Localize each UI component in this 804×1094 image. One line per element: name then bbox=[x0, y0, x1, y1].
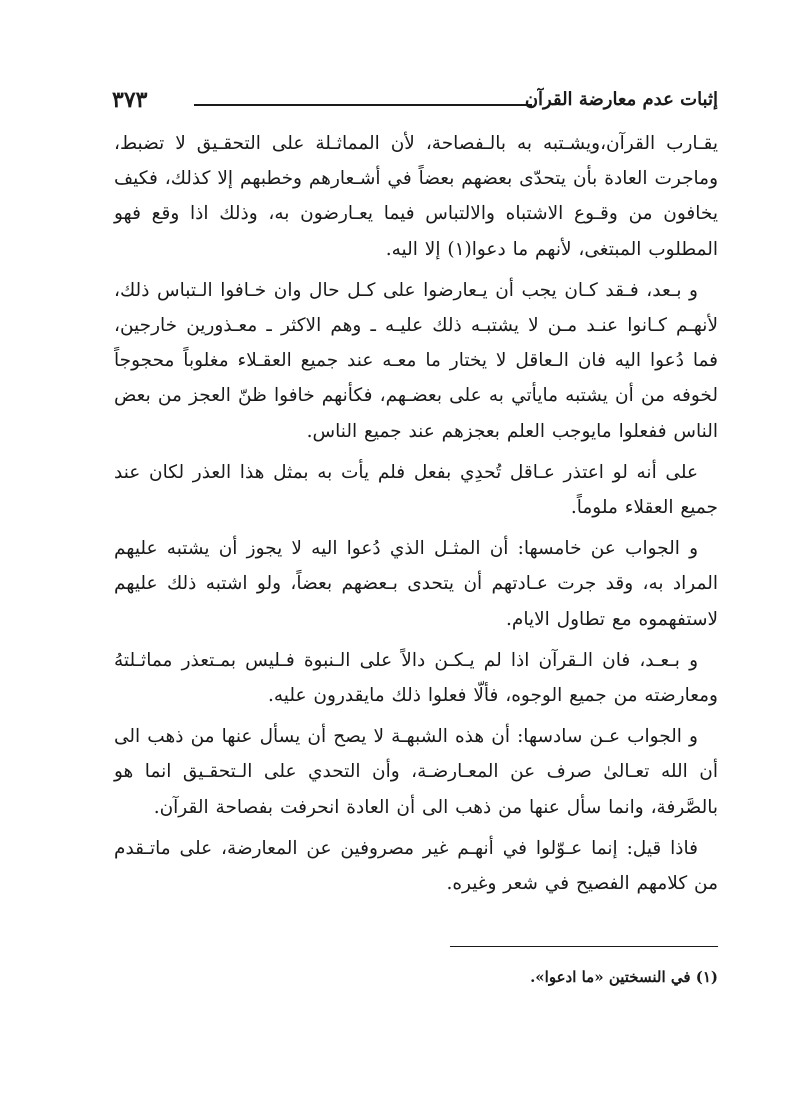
page-header bbox=[112, 86, 718, 116]
paragraph: فاذا قيل: إنما عـوّلوا في أنهـم غير مصروفين عن المعارضة، على ماتـقدم من كلامهم الفصيح في شعر وغيره. bbox=[114, 837, 718, 895]
body-text bbox=[114, 126, 718, 907]
footnote: (١) في النسختين «ما ادعوا». bbox=[530, 968, 718, 986]
page-number: ٣٧٣ bbox=[112, 87, 148, 113]
paragraph: و بـعد، فـقد كـان يجب أن يـعارضوا على كـل حال وان خـافوا الـتباس ذلك، لأنهـم كـانوا عنـد مـن لا يشتبـه ذلك عليـه ـ وهم الاكثر ـ معـذورين خارجين، فما دُعوا اليه فان الـعاقل لا يختار ما معـه عند جميع العقـلاء مغلوباً محجوجاً لخوفه من أن يشتبه مايأتي به على بعضـهم، فكأنهم خافوا ظنّ العجز من بعض الناس ففعلوا مايوجب العلم بعجزهم عند جميع الناس. bbox=[114, 279, 718, 442]
running-title: إثبات عدم معارضة القرآن bbox=[524, 89, 718, 110]
paragraph: على أنه لو اعتذر عـاقل تُحدِي بفعل فلم يأت به بمثل هذا العذر لكان عند جميع العقلاء ملوماً. bbox=[114, 461, 718, 519]
paragraph: و الجواب عن خامسها: أن المثـل الذي دُعوا اليه لا يجوز أن يشتبه عليهم المراد به، وقد جرت عـادتهم أن يتحدى بـعضهم بعضاً، ولو اشتبه ذلك عليهم لاستفهموه مع تطاول الايام. bbox=[114, 538, 718, 630]
header-rule bbox=[194, 104, 532, 106]
footnote-rule bbox=[450, 946, 718, 947]
paragraph: يقـارب القرآن،ويشـتبه به بالـفصاحة، لأن المماثـلة على التحقـيق لا تضبط، وماجرت العادة بأن يتحدّى بعضهم بعضاً في أشـعارهم وخطبهم إلا كذلك، فكيف يخافون من وقـوع الاشتباه والالتباس فيما يعـارضون به، وذلك اذا وقع فهو المطلوب المبتغى، لأنهم ما دعوا(١) إلا اليه. bbox=[114, 133, 718, 260]
paragraph: و بـعـد، فان الـقرآن اذا لم يـكـن دالاً على الـنبوة فـليس بمـتعذر مماثـلتهُ ومعارضته من جميع الوجوه، فألّا فعلوا ذلك مايقدرون عليه. bbox=[114, 649, 718, 707]
paragraph: و الجواب عـن سادسها: أن هذه الشبهـة لا يصح أن يسأل عنها من ذهب الى أن الله تعـالىٰ صرف عن المعـارضـة، وأن التحدي على الـتحقـيق انما هو بالصَّرفة، وانما سأل عنها من ذهب الى أن العادة انحرفت بفصاحة القرآن. bbox=[114, 726, 718, 818]
